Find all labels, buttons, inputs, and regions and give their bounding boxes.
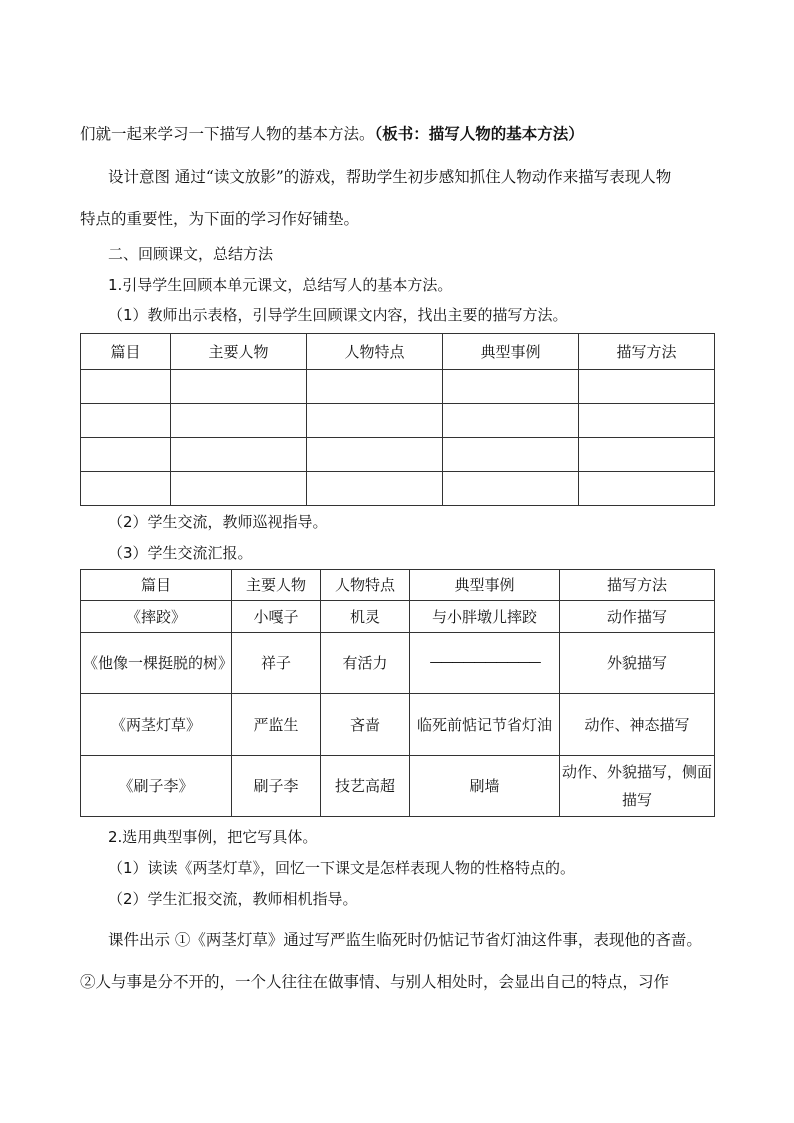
- table-row: [81, 633, 715, 694]
- table-cell: 严监生: [232, 694, 321, 756]
- header-cell: 描写方法: [560, 570, 715, 601]
- table-cell: 《刷子李》: [81, 756, 232, 817]
- table-cell: [579, 404, 715, 438]
- table-cell: [171, 404, 307, 438]
- table-cell: [307, 438, 443, 472]
- table-row: [81, 601, 715, 633]
- table-cell: [443, 472, 579, 506]
- table-cell: [81, 438, 171, 472]
- table-cell: [81, 370, 171, 404]
- table-row: [81, 472, 715, 506]
- table-cell: [443, 370, 579, 404]
- table-cell: 外貌描写: [560, 633, 715, 694]
- header-cell: 主要人物: [232, 570, 321, 601]
- table-cell: 吝啬: [321, 694, 410, 756]
- table-cell: 《他像一棵挺脱的树》: [81, 633, 232, 694]
- table-row: [81, 438, 715, 472]
- design-intent-line1: 设计意图 通过“读文放影”的游戏，帮助学生初步感知抓住人物动作来描写表现人物: [108, 168, 672, 186]
- step-1-3: （3）学生交流汇报。: [108, 544, 253, 562]
- section-heading: 二、回顾课文，总结方法: [108, 245, 274, 263]
- step-2-2: （2）学生汇报交流，教师相机指导。: [108, 890, 358, 908]
- paragraph-intro: [80, 124, 584, 144]
- table-header-row: [81, 570, 715, 601]
- step-1: 1.引导学生回顾本单元课文，总结写人的基本方法。: [108, 276, 453, 294]
- table-cell: ——————————: [410, 633, 560, 694]
- table-cell: 有活力: [321, 633, 410, 694]
- table-row: [81, 404, 715, 438]
- table-cell: 动作描写: [560, 601, 715, 633]
- header-cell: 篇目: [81, 334, 171, 370]
- table-cell: 小嘎子: [232, 601, 321, 633]
- table-cell: 刷墙: [410, 756, 560, 817]
- design-intent-line2: 特点的重要性，为下面的学习作好铺垫。: [80, 210, 360, 228]
- table-cell: 刷子李: [232, 756, 321, 817]
- table-cell: [443, 438, 579, 472]
- header-cell: 主要人物: [171, 334, 307, 370]
- table-cell: 动作、神态描写: [560, 694, 715, 756]
- header-cell: 篇目: [81, 570, 232, 601]
- empty-method-table: [80, 333, 715, 506]
- header-cell: 典型事例: [443, 334, 579, 370]
- table-cell: 技艺高超: [321, 756, 410, 817]
- table-cell: [443, 404, 579, 438]
- step-1-2: （2）学生交流，教师巡视指导。: [108, 513, 328, 531]
- step-2-1: （1）读读《两茎灯草》，回忆一下课文是怎样表现人物的性格特点的。: [108, 859, 576, 877]
- courseware-line: 课件出示 ①《两茎灯草》通过写严监生临死时仍惦记节省灯油这件事，表现他的吝啬。: [108, 931, 702, 949]
- table-cell: [171, 370, 307, 404]
- table-cell: [579, 438, 715, 472]
- table-cell: [579, 472, 715, 506]
- table-cell: 《摔跤》: [81, 601, 232, 633]
- table-cell: [579, 370, 715, 404]
- table-cell: 与小胖墩儿摔跤: [410, 601, 560, 633]
- table-cell: 祥子: [232, 633, 321, 694]
- intro-text: 们就一起来学习一下描写人物的基本方法。: [80, 125, 375, 143]
- header-cell: 人物特点: [321, 570, 410, 601]
- table-cell: 机灵: [321, 601, 410, 633]
- header-cell: 人物特点: [307, 334, 443, 370]
- table-cell: [307, 370, 443, 404]
- table-cell: 《两茎灯草》: [81, 694, 232, 756]
- table-cell: [81, 404, 171, 438]
- header-cell: 描写方法: [579, 334, 715, 370]
- table-cell: [307, 472, 443, 506]
- step-2: 2.选用典型事例，把它写具体。: [108, 828, 318, 846]
- filled-method-table: [80, 569, 715, 817]
- table-row: [81, 370, 715, 404]
- table-row: [81, 694, 715, 756]
- step-1-1: （1）教师出示表格，引导学生回顾课文内容，找出主要的描写方法。: [108, 306, 568, 324]
- table-cell: 动作、外貌描写，侧面描写: [560, 756, 715, 817]
- table-cell: [307, 404, 443, 438]
- point-2-line: ②人与事是分不开的，一个人往往在做事情、与别人相处时，会显出自己的特点，习作: [80, 973, 670, 991]
- table-header-row: [81, 334, 715, 370]
- header-cell: 典型事例: [410, 570, 560, 601]
- table-cell: [171, 438, 307, 472]
- table-cell: [81, 472, 171, 506]
- table-cell: [171, 472, 307, 506]
- blackboard-note: （板书：描写人物的基本方法）: [374, 124, 584, 143]
- table-row: [81, 756, 715, 817]
- table-cell: 临死前惦记节省灯油: [410, 694, 560, 756]
